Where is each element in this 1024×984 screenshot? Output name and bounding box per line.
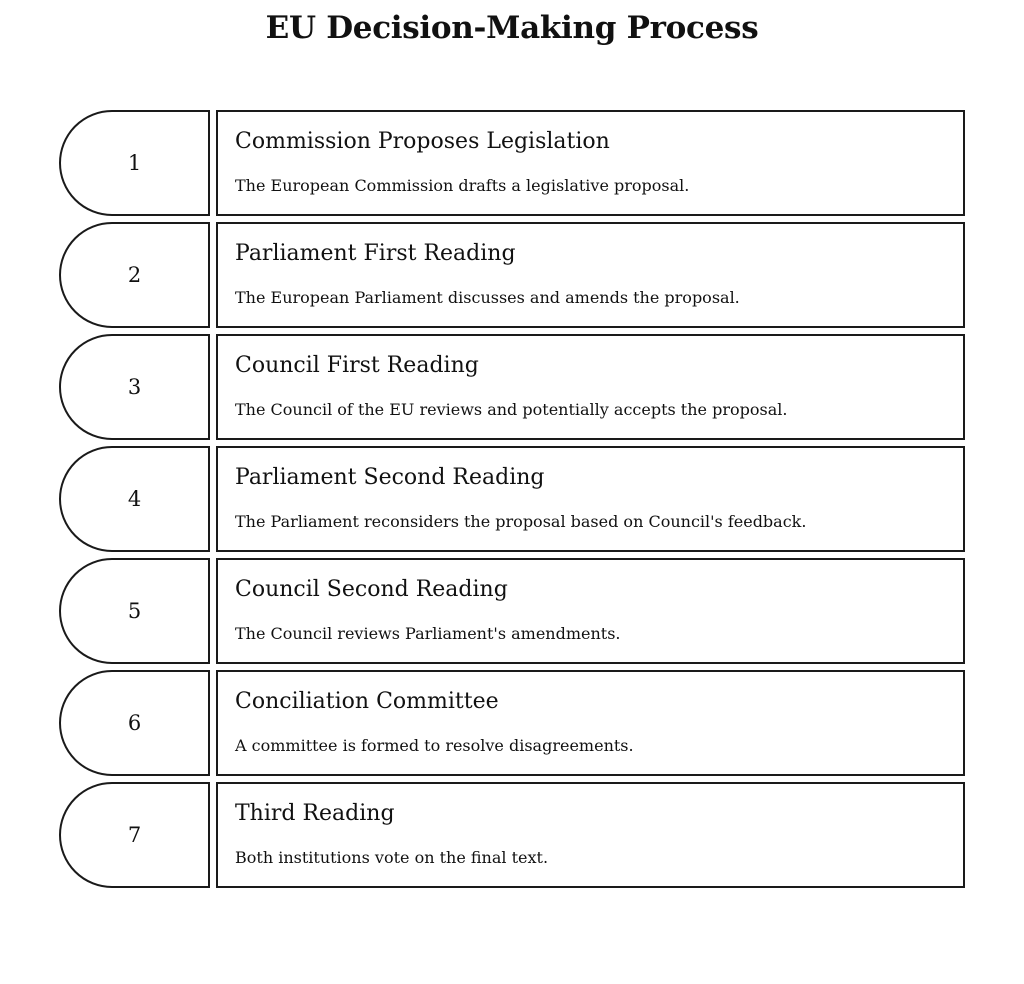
step-title: Council First Reading — [235, 353, 479, 378]
step-number-badge: 3 — [59, 334, 210, 440]
step-title: Conciliation Committee — [235, 689, 499, 714]
step-card — [216, 110, 965, 216]
step-description: The Council of the EU reviews and potentially accepts the proposal. — [235, 400, 788, 419]
step-number-badge: 4 — [59, 446, 210, 552]
step-number-badge: 6 — [59, 670, 210, 776]
step-6 — [59, 670, 965, 776]
step-7 — [59, 782, 965, 888]
step-card — [216, 670, 965, 776]
step-number-badge: 1 — [59, 110, 210, 216]
step-card — [216, 558, 965, 664]
step-5 — [59, 558, 965, 664]
step-3 — [59, 334, 965, 440]
step-number-badge: 5 — [59, 558, 210, 664]
step-card — [216, 222, 965, 328]
step-card — [216, 782, 965, 888]
step-number-badge: 2 — [59, 222, 210, 328]
step-description: Both institutions vote on the final text. — [235, 848, 549, 867]
step-description: The European Parliament discusses and amends the proposal. — [235, 288, 740, 307]
step-4 — [59, 446, 965, 552]
process-steps — [59, 110, 965, 894]
step-description: The Council reviews Parliament's amendments. — [235, 624, 621, 643]
step-description: The Parliament reconsiders the proposal based on Council's feedback. — [235, 512, 807, 531]
step-title: Third Reading — [235, 801, 395, 826]
step-description: A committee is formed to resolve disagreements. — [235, 736, 634, 755]
step-card — [216, 446, 965, 552]
step-title: Council Second Reading — [235, 577, 508, 602]
step-title: Parliament Second Reading — [235, 465, 545, 490]
step-1 — [59, 110, 965, 216]
step-number-badge: 7 — [59, 782, 210, 888]
step-title: Commission Proposes Legislation — [235, 129, 610, 154]
step-title: Parliament First Reading — [235, 241, 516, 266]
step-card — [216, 334, 965, 440]
step-description: The European Commission drafts a legislative proposal. — [235, 176, 690, 195]
diagram-title: EU Decision-Making Process — [265, 10, 759, 46]
step-2 — [59, 222, 965, 328]
